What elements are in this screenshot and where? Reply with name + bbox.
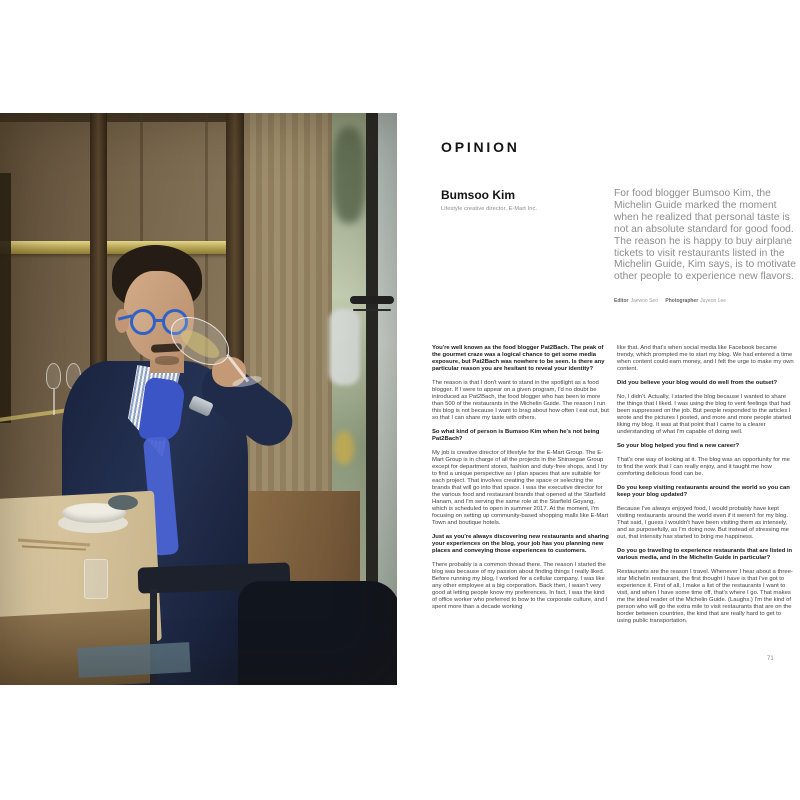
editor-name: Jaewoo Seo (630, 298, 658, 304)
article-column-1 (432, 345, 610, 632)
photographer-label: Photographer (665, 298, 699, 304)
photographer-name: Juyeon Lee (700, 298, 727, 304)
question: So your blog helped you find a new career? (617, 443, 740, 449)
credits-line (614, 298, 726, 304)
answer: There probably is a common thread there. The reason I started the blog was because of my passion about finding things I really liked. Before running my blog, I worked for a cellular company. I was like any other employee at a big corporation. Back then, I wasn't very good at letting people know my preferences. In fact, I was the kind of office worker who preferred to bow to the corporate culture, and I spent more than a decade working (432, 562, 608, 610)
interview-photo (0, 113, 397, 685)
question: Do you keep visiting restaurants around the world so you can keep your blog updated? (617, 485, 790, 498)
answer: The reason is that I don't want to stand in the spotlight as a food blogger. If I were to appear on a given program, I'd no doubt be introduced as Pat2Bach, the food blogger who has been to more than 500 of the restaurants in the Michelin Guide. The reason I run this blog is not because I want to brag about how often I eat out, but so that I can share my taste with others. (432, 380, 609, 421)
question: So what kind of person is Bumsoo Kim when he's not being Pat2Bach? (432, 429, 600, 442)
answer: That's one way of looking at it. The blog was an opportunity for me to find the work that I can really enjoy, and it taught me how comforting delicious food can be. (617, 457, 790, 477)
question: Did you believe your blog would do well from the outset? (617, 380, 778, 386)
photo-vignette (0, 113, 397, 685)
answer: Restaurants are the reason I travel. Whenever I hear about a three-star Michelin restaurant, the first thought I have is that I've got to experience it. First of all, I make a list of the restaurants I want to visit, and when I have some time off, that's where I go. That makes me the ideal reader of the Michelin Guide. (Laughs.) I'm the kind of person who will go the extra mile to visit restaurants that are on the border between countries, the kind that are really hard to get to using public transportation. (617, 569, 793, 624)
section-title: OPINION (441, 139, 520, 155)
answer: Because I've always enjoyed food, I would probably have kept visiting restaurants around the world even if it weren't for my blog. That said, I guess I wouldn't have been visiting them as intensely, and as purposefully, as I'm doing now. But instead of stressing me out, that intensity has started to bring me happiness. (617, 506, 789, 540)
article-column-2 (617, 345, 795, 632)
answer: No, I didn't. Actually, I started the blog because I wanted to share the things that I liked. I was using the blog to vent feelings that had been suppressed on the job. But people responded to the articles I wrote and the pictures I posted, and more and more people started liking my blog. It was at that point that I came to a clearer understanding of what I'm capable of doing well. (617, 394, 792, 435)
question: Just as you're always discovering new restaurants and sharing your experiences on the blog, your job has you planning new places and conveying those experiences to customers. (432, 534, 609, 554)
interviewee-name: Bumsoo Kim (441, 188, 516, 202)
question: Do you go traveling to experience restaurants that are listed in various media, and in the Michelin Guide in particular? (617, 548, 793, 561)
answer-continued: like that. And that's when social media like Facebook became trendy, which prompted me to start my blog. We had entered a time when content could earn money, and I felt the urge to make my own content. (617, 345, 794, 372)
interviewee-role: Lifestyle creative director, E-Mart Inc. (441, 206, 538, 212)
question: You're well known as the food blogger Pat2Bach. The peak of the gourmet craze was a logical chance to get some media exposure, but Pat2Bach was nowhere to be seen. Is there any particular reason you are hesitant to reveal your identity? (432, 345, 605, 372)
article-body (432, 345, 795, 632)
standfirst: For food blogger Bumsoo Kim, the Michelin Guide marked the moment when he realized that personal taste is not an absolute standard for good food. The reason he is happy to buy airplane tickets to visit restaurants listed in the Michelin Guide, Kim says, is to motivate other people to experience new flavors. (614, 188, 796, 283)
editor-label: Editor (614, 298, 629, 304)
answer: My job is creative director of lifestyle for the E-Mart Group. The E-Mart Group is in charge of all the projects in the Shinsegae Group except for department stores, fashion and duty-free shops, and I try to find a unique perspective as I plan spaces that are suitable for each project. That involves creating the space or selecting the brands that will go into that space. I was the executive director for the various food and restaurant brands that opened at the Starfield Hanam, and I'm serving the same role at the Starfield Goyang, which is scheduled to open in summer 2017. At the moment, I'm focusing on setting up community-based shopping malls like E-Mart Town and boutique hotels. (432, 450, 609, 526)
page-number: 71 (767, 656, 774, 662)
